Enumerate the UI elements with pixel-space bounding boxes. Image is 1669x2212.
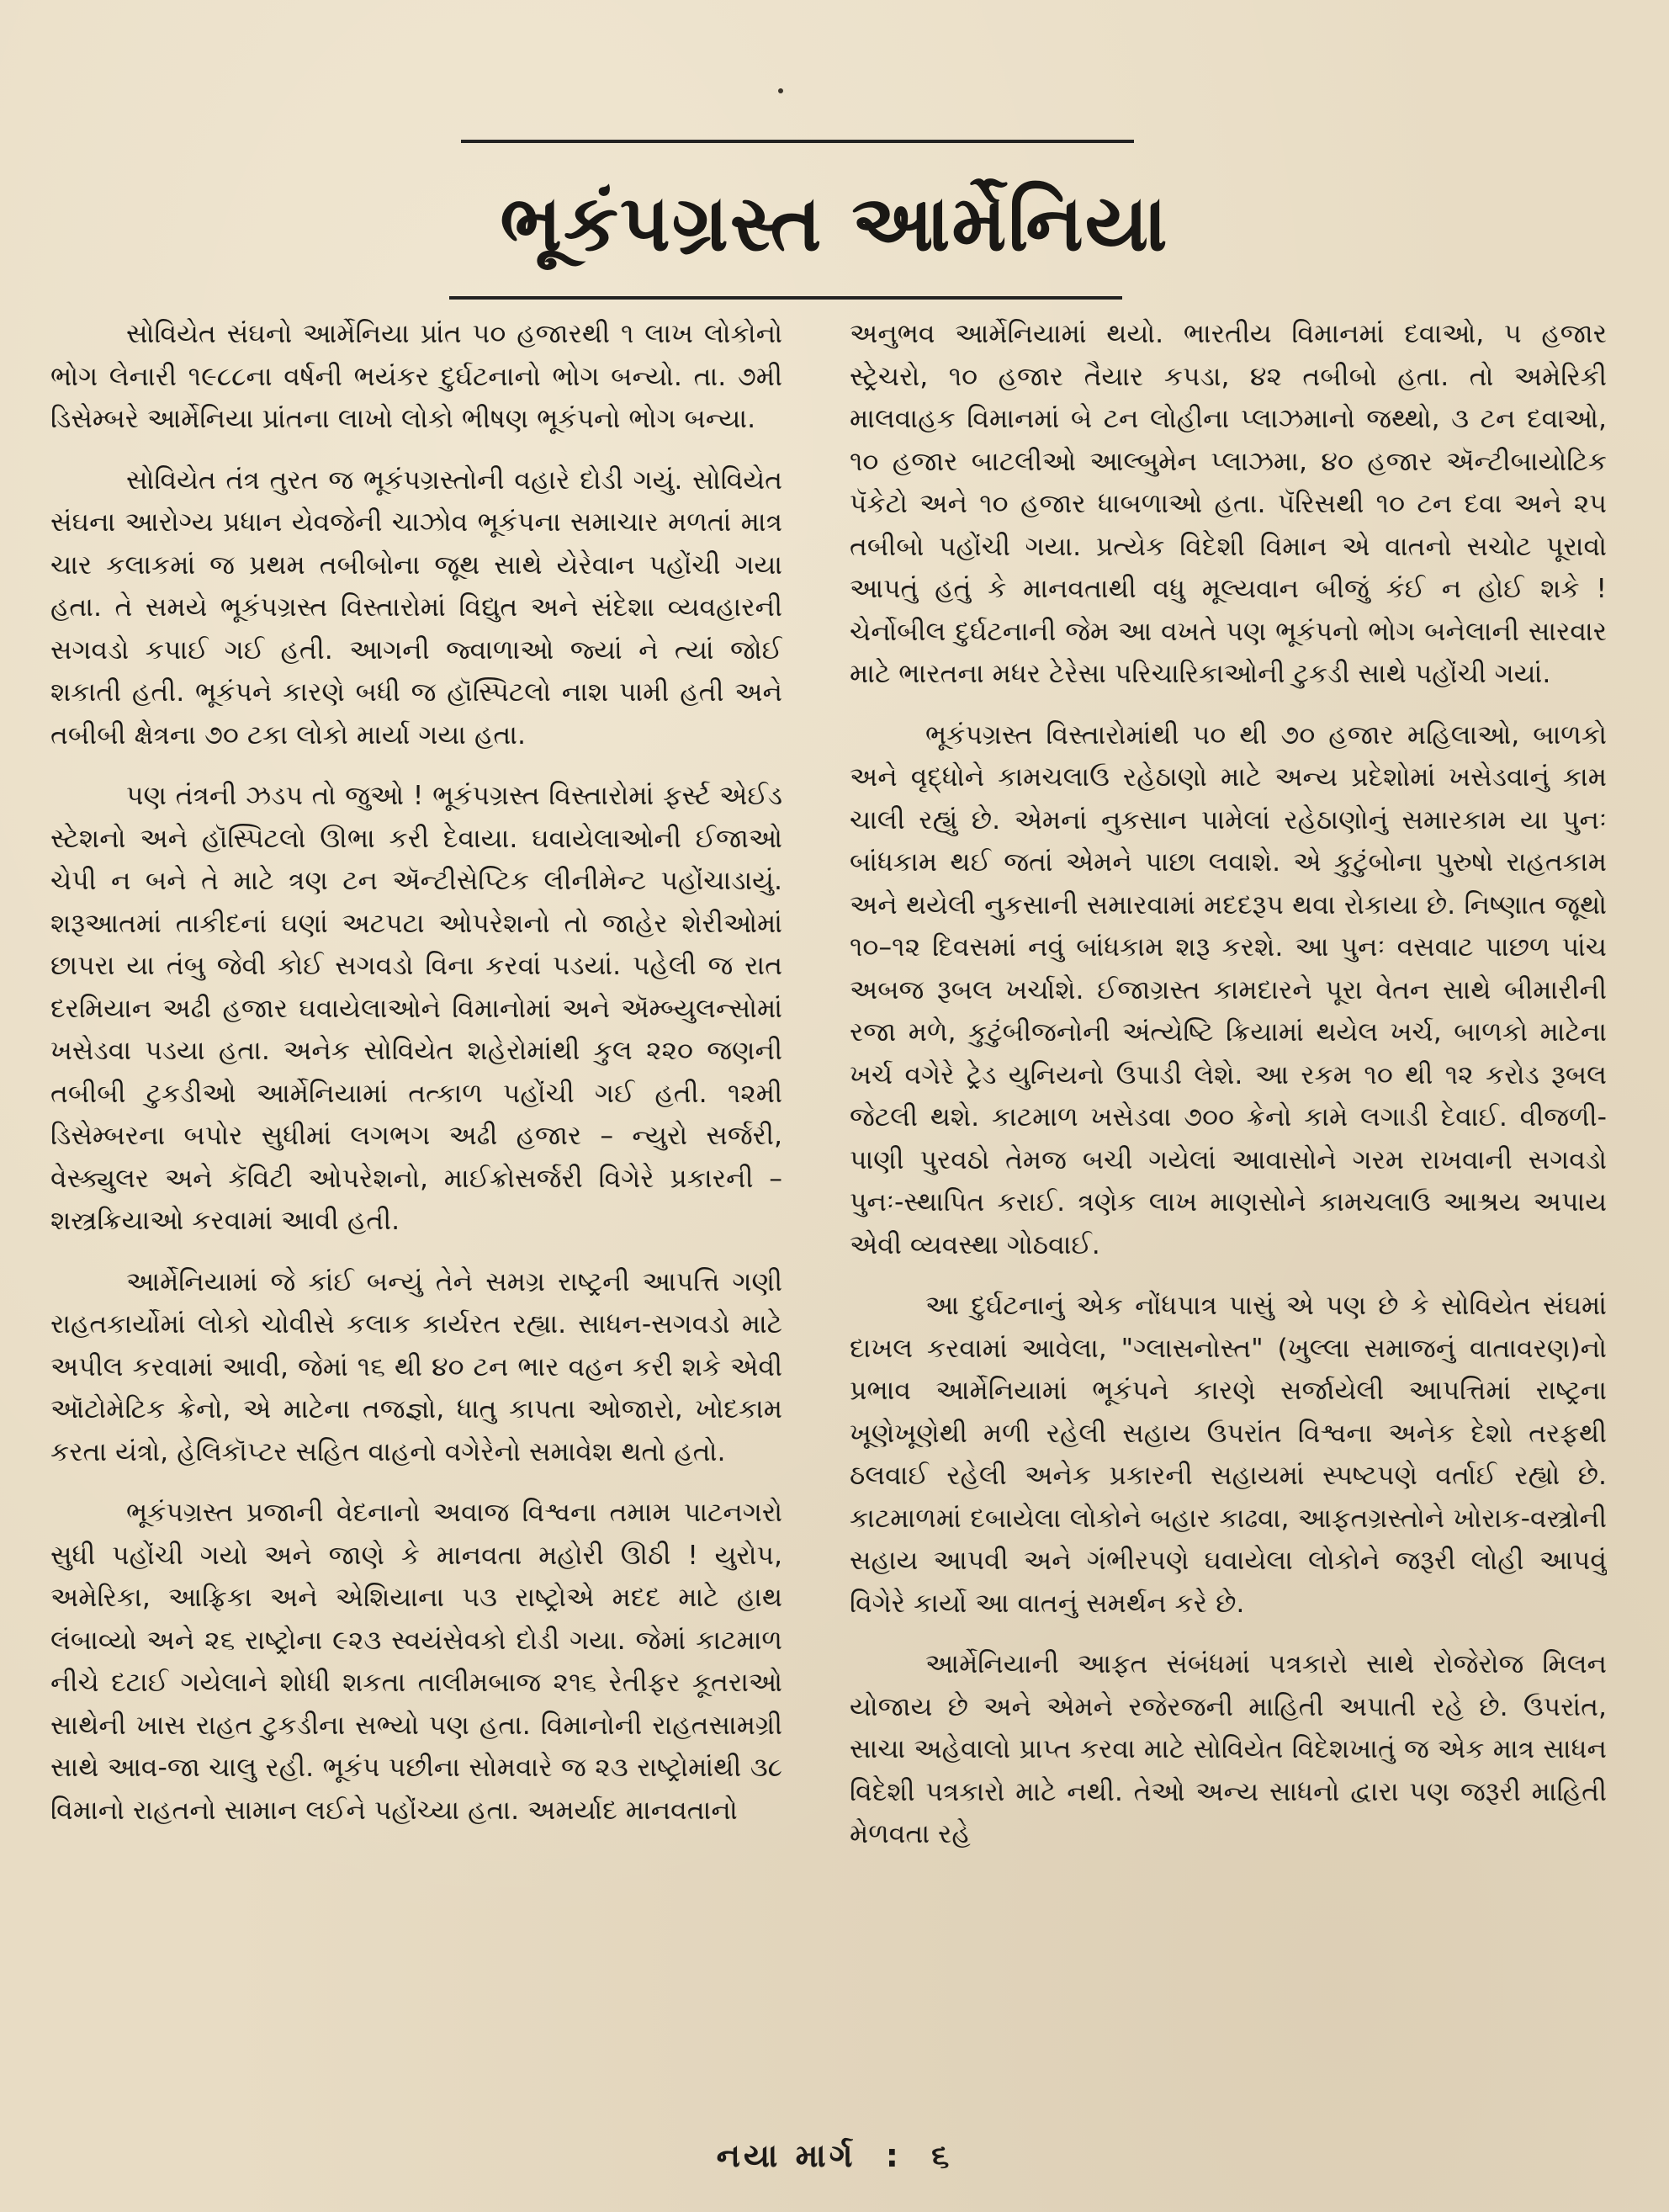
paragraph: આર્મેનિયામાં જે કાંઈ બન્યું તેને સમગ્ર રાષ્ટ્રની આપત્તિ ગણી રાહતકાર્યોમાં લોકો ચોવીસે કલાક કાર્યરત રહ્યા. સાધન-સગવડો માટે અપીલ કરવામાં આવી, જેમાં ૧૬ થી ૪૦ ટન ભાર વહન કરી શકે એવી ઑટોમેટિક ક્રેનો, એ માટેના તજજ્ઞો, ધાતુ કાપતા ઓજારો, ખોદકામ કરતા યંત્રો, હેલિકૉપ્ટર સહિત વાહનો વગેરેનો સમાવેશ થતો હતો. [50,1266,782,1467]
paragraph: આ દુર્ઘટનાનું એક નોંધપાત્ર પાસું એ પણ છે કે સોવિયેત સંઘમાં દાખલ કરવામાં આવેલા, "ગ્લાસનોસ્ત" (ખુલ્લા સમાજનું વાતાવરણ)નો પ્રભાવ આર્મેનિયામાં ભૂકંપને કારણે સર્જાયેલી આપત્તિમાં રાષ્ટ્રના ખૂણેખૂણેથી મળી રહેલી સહાય ઉપરાંત વિશ્વના અનેક દેશો તરફથી ઠલવાઈ રહેલી અનેક પ્રકારની સહાયમાં સ્પષ્ટપણે વર્તાઈ રહ્યો છે. કાટમાળમાં દબાયેલા લોકોને બહાર કાઢવા, આફતગ્રસ્તોને ખોરાક-વસ્ત્રોની સહાય આપવી અને ગંભીરપણે ઘવાયેલા લોકોને જરૂરી લોહી આપવું વિગેરે કાર્યો આ વાતનું સમર્થન કરે છે. [850,1291,1607,1619]
paragraph: અનુભવ આર્મેનિયામાં થયો. ભારતીય વિમાનમાં દવાઓ, ૫ હજાર સ્ટ્રેચરો, ૧૦ હજાર તૈયાર કપડા, ૪૨ તબીબો હતા. તો અમેરિકી માલવાહક વિમાનમાં બે ટન લોહીના પ્લાઝમાનો જથ્થો, ૩ ટન દવાઓ, ૧૦ હજાર બાટલીઓ આલ્બુમેન પ્લાઝમા, ૪૦ હજાર ઍન્ટીબાયોટિક પૅકેટો અને ૧૦ હજાર ધાબળાઓ હતા. પૅરિસથી ૧૦ ટન દવા અને ૨૫ તબીબો પહોંચી ગયા. પ્રત્યેક વિદેશી વિમાન એ વાતનો સચોટ પૂરાવો આપતું હતું કે માનવતાથી વધુ મૂલ્યવાન બીજું કંઈ ન હોઈ શકે ! ચેર્નોબીલ દુર્ઘટનાની જેમ આ વખતે પણ ભૂકંપનો ભોગ બનેલાની સારવાર માટે ભારતના મધર ટેરેસા પરિચારિકાઓની ટુકડી સાથે પહોંચી ગયાં. [850,319,1607,689]
paragraph: આર્મેનિયાની આફત સંબંધમાં પત્રકારો સાથે રોજેરોજ મિલન યોજાય છે અને એમને રજેરજની માહિતી અપાતી રહે છે. ઉપરાંત, સાચા અહેવાલો પ્રાપ્ત કરવા માટે સોવિયેત વિદેશખાતું જ એક માત્ર સાધન વિદેશી પત્રકારો માટે નથી. તેઓ અન્ય સાધનો દ્વારા પણ જરૂરી માહિતી મેળવતા રહે [850,1649,1607,1849]
footer-separator: : [885,2137,902,2174]
left-column [50,313,782,2063]
title-rule-top [461,140,1134,143]
paragraph: સોવિયેત તંત્ર તુરત જ ભૂકંપગ્રસ્તોની વહારે દોડી ગયું. સોવિયેત સંઘના આરોગ્ય પ્રધાન યેવજેની ચાઝોવ ભૂકંપના સમાચાર મળતાં માત્ર ચાર કલાકમાં જ પ્રથમ તબીબોના જૂથ સાથે યેરેવાન પહોંચી ગયા હતા. તે સમયે ભૂકંપગ્રસ્ત વિસ્તારોમાં વિદ્યુત અને સંદેશા વ્યવહારની સગવડો કપાઈ ગઈ હતી. આગની જ્વાળાઓ જ્યાં ને ત્યાં જોઈ શકાતી હતી. ભૂકંપને કારણે બધી જ હૉસ્પિટલો નાશ પામી હતી અને તબીબી ક્ષેત્રના ૭૦ ટકા લોકો માર્યા ગયા હતા. [50,464,782,751]
publication-name: નયા માર્ગ [716,2137,856,2174]
right-column [850,313,1607,2063]
article-title: ભૂકંપગ્રસ્ત આર્મેનિયા [500,178,1169,268]
paragraph: પણ તંત્રની ઝડપ તો જુઓ ! ભૂકંપગ્રસ્ત વિસ્તારોમાં ફર્સ્ટ એઈડ સ્ટેશનો અને હૉસ્પિટલો ઊભા કરી દેવાયા. ઘવાયેલાઓની ઈજાઓ ચેપી ન બને તે માટે ત્રણ ટન ઍન્ટીસેપ્ટિક લીનીમેન્ટ પહોંચાડાયું. શરૂઆતમાં તાકીદનાં ઘણાં અટપટા ઓપરેશનો તો જાહેર શેરીઓમાં છાપરા યા તંબુ જેવી કોઈ સગવડો વિના કરવાં પડયાં. પહેલી જ રાત દરમિયાન અઢી હજાર ઘવાયેલાઓને વિમાનોમાં અને ઍમ્બ્યુલન્સોમાં ખસેડવા પડયા હતા. અનેક સોવિયેત શહેરોમાંથી કુલ ૨૨૦ જણની તબીબી ટુકડીઓ આર્મેનિયામાં તત્કાળ પહોંચી ગઈ હતી. ૧૨મી ડિસેમ્બરના બપોર સુધીમાં લગભગ અઢી હજાર – ન્યુરો સર્જરી, વેસ્ક્યુલર અને કૅવિટી ઓપરેશનો, માઈક્રોસર્જરી વિગેરે પ્રકારની – શસ્ત્રક્રિયાઓ કરવામાં આવી હતી. [50,781,782,1236]
page-number: ૬ [931,2137,953,2174]
paragraph: ભૂકંપગ્રસ્ત વિસ્તારોમાંથી ૫૦ થી ૭૦ હજાર મહિલાઓ, બાળકો અને વૃદ્ધોને કામચલાઉ રહેઠાણો માટે અન્ય પ્રદેશોમાં ખસેડવાનું કામ ચાલી રહ્યું છે. એમનાં નુકસાન પામેલાં રહેઠાણોનું સમારકામ યા પુનઃ બાંધકામ થઈ જતાં એમને પાછા લવાશે. એ કુટુંબોના પુરુષો રાહતકામ અને થયેલી નુકસાની સમારવામાં મદદરૂપ થવા રોકાયા છે. નિષ્ણાત જૂથો ૧૦–૧૨ દિવસમાં નવું બાંધકામ શરૂ કરશે. આ પુનઃ વસવાટ પાછળ પાંચ અબજ રૂબલ ખર્ચાશે. ઈજાગ્રસ્ત કામદારને પૂરા વેતન સાથે બીમારીની રજા મળે, કુટુંબીજનોની અંત્યેષ્ટિ ક્રિયામાં થયેલ ખર્ચ, બાળકો માટેના ખર્ચ વગેરે ટ્રેડ યુનિયનો ઉપાડી લેશે. આ રકમ ૧૦ થી ૧૨ કરોડ રૂબલ જેટલી થશે. કાટમાળ ખસેડવા ૭૦૦ ક્રેનો કામે લગાડી દેવાઈ. વીજળી-પાણી પુરવઠો તેમજ બચી ગયેલાં આવાસોને ગરમ રાખવાની સગવડો પુનઃ-સ્થાપિત કરાઈ. ત્રણેક લાખ માણસોને કામચલાઉ આશ્રય અપાય એવી વ્યવસ્થા ગોઠવાઈ. [850,719,1607,1260]
page-footer [0,2137,1669,2175]
paragraph: ભૂકંપગ્રસ્ત પ્રજાની વેદનાનો અવાજ વિશ્વના તમામ પાટનગરો સુધી પહોંચી ગયો અને જાણે કે માનવતા મહોરી ઊઠી ! યુરોપ, અમેરિકા, આફ્રિકા અને એશિયાના ૫૩ રાષ્ટ્રોએ મદદ માટે હાથ લંબાવ્યો અને ૨૬ રાષ્ટ્રોના ૯૨૩ સ્વયંસેવકો દોડી ગયા. જેમાં કાટમાળ નીચે દટાઈ ગયેલાને શોધી શકતા તાલીમબાજ ૨૧૬ રેતીફર કૂતરાઓ સાથેની ખાસ રાહત ટુકડીના સભ્યો પણ હતા. વિમાનોની રાહતસામગ્રી સાથે આવ-જા ચાલુ રહી. ભૂકંપ પછીના સોમવારે જ ૨૩ રાષ્ટ્રોમાંથી ૩૮ વિમાનો રાહતનો સામાન લઈને પહોંચ્યા હતા. અમર્યાદ માનવતાનો [50,1498,782,1826]
title-rule-bottom [449,296,1122,300]
paragraph: સોવિયેત સંઘનો આર્મેનિયા પ્રાંત ૫૦ હજારથી ૧ લાખ લોકોનો ભોગ લેનારી ૧૯૮૮ના વર્ષની ભયંકર દુર્ઘટનાનો ભોગ બન્યો. તા. ૭મી ડિસેમ્બરે આર્મેનિયા પ્રાંતના લાખો લોકો ભીષણ ભૂકંપનો ભોગ બન્યા. [50,319,782,434]
print-speck [778,88,783,93]
